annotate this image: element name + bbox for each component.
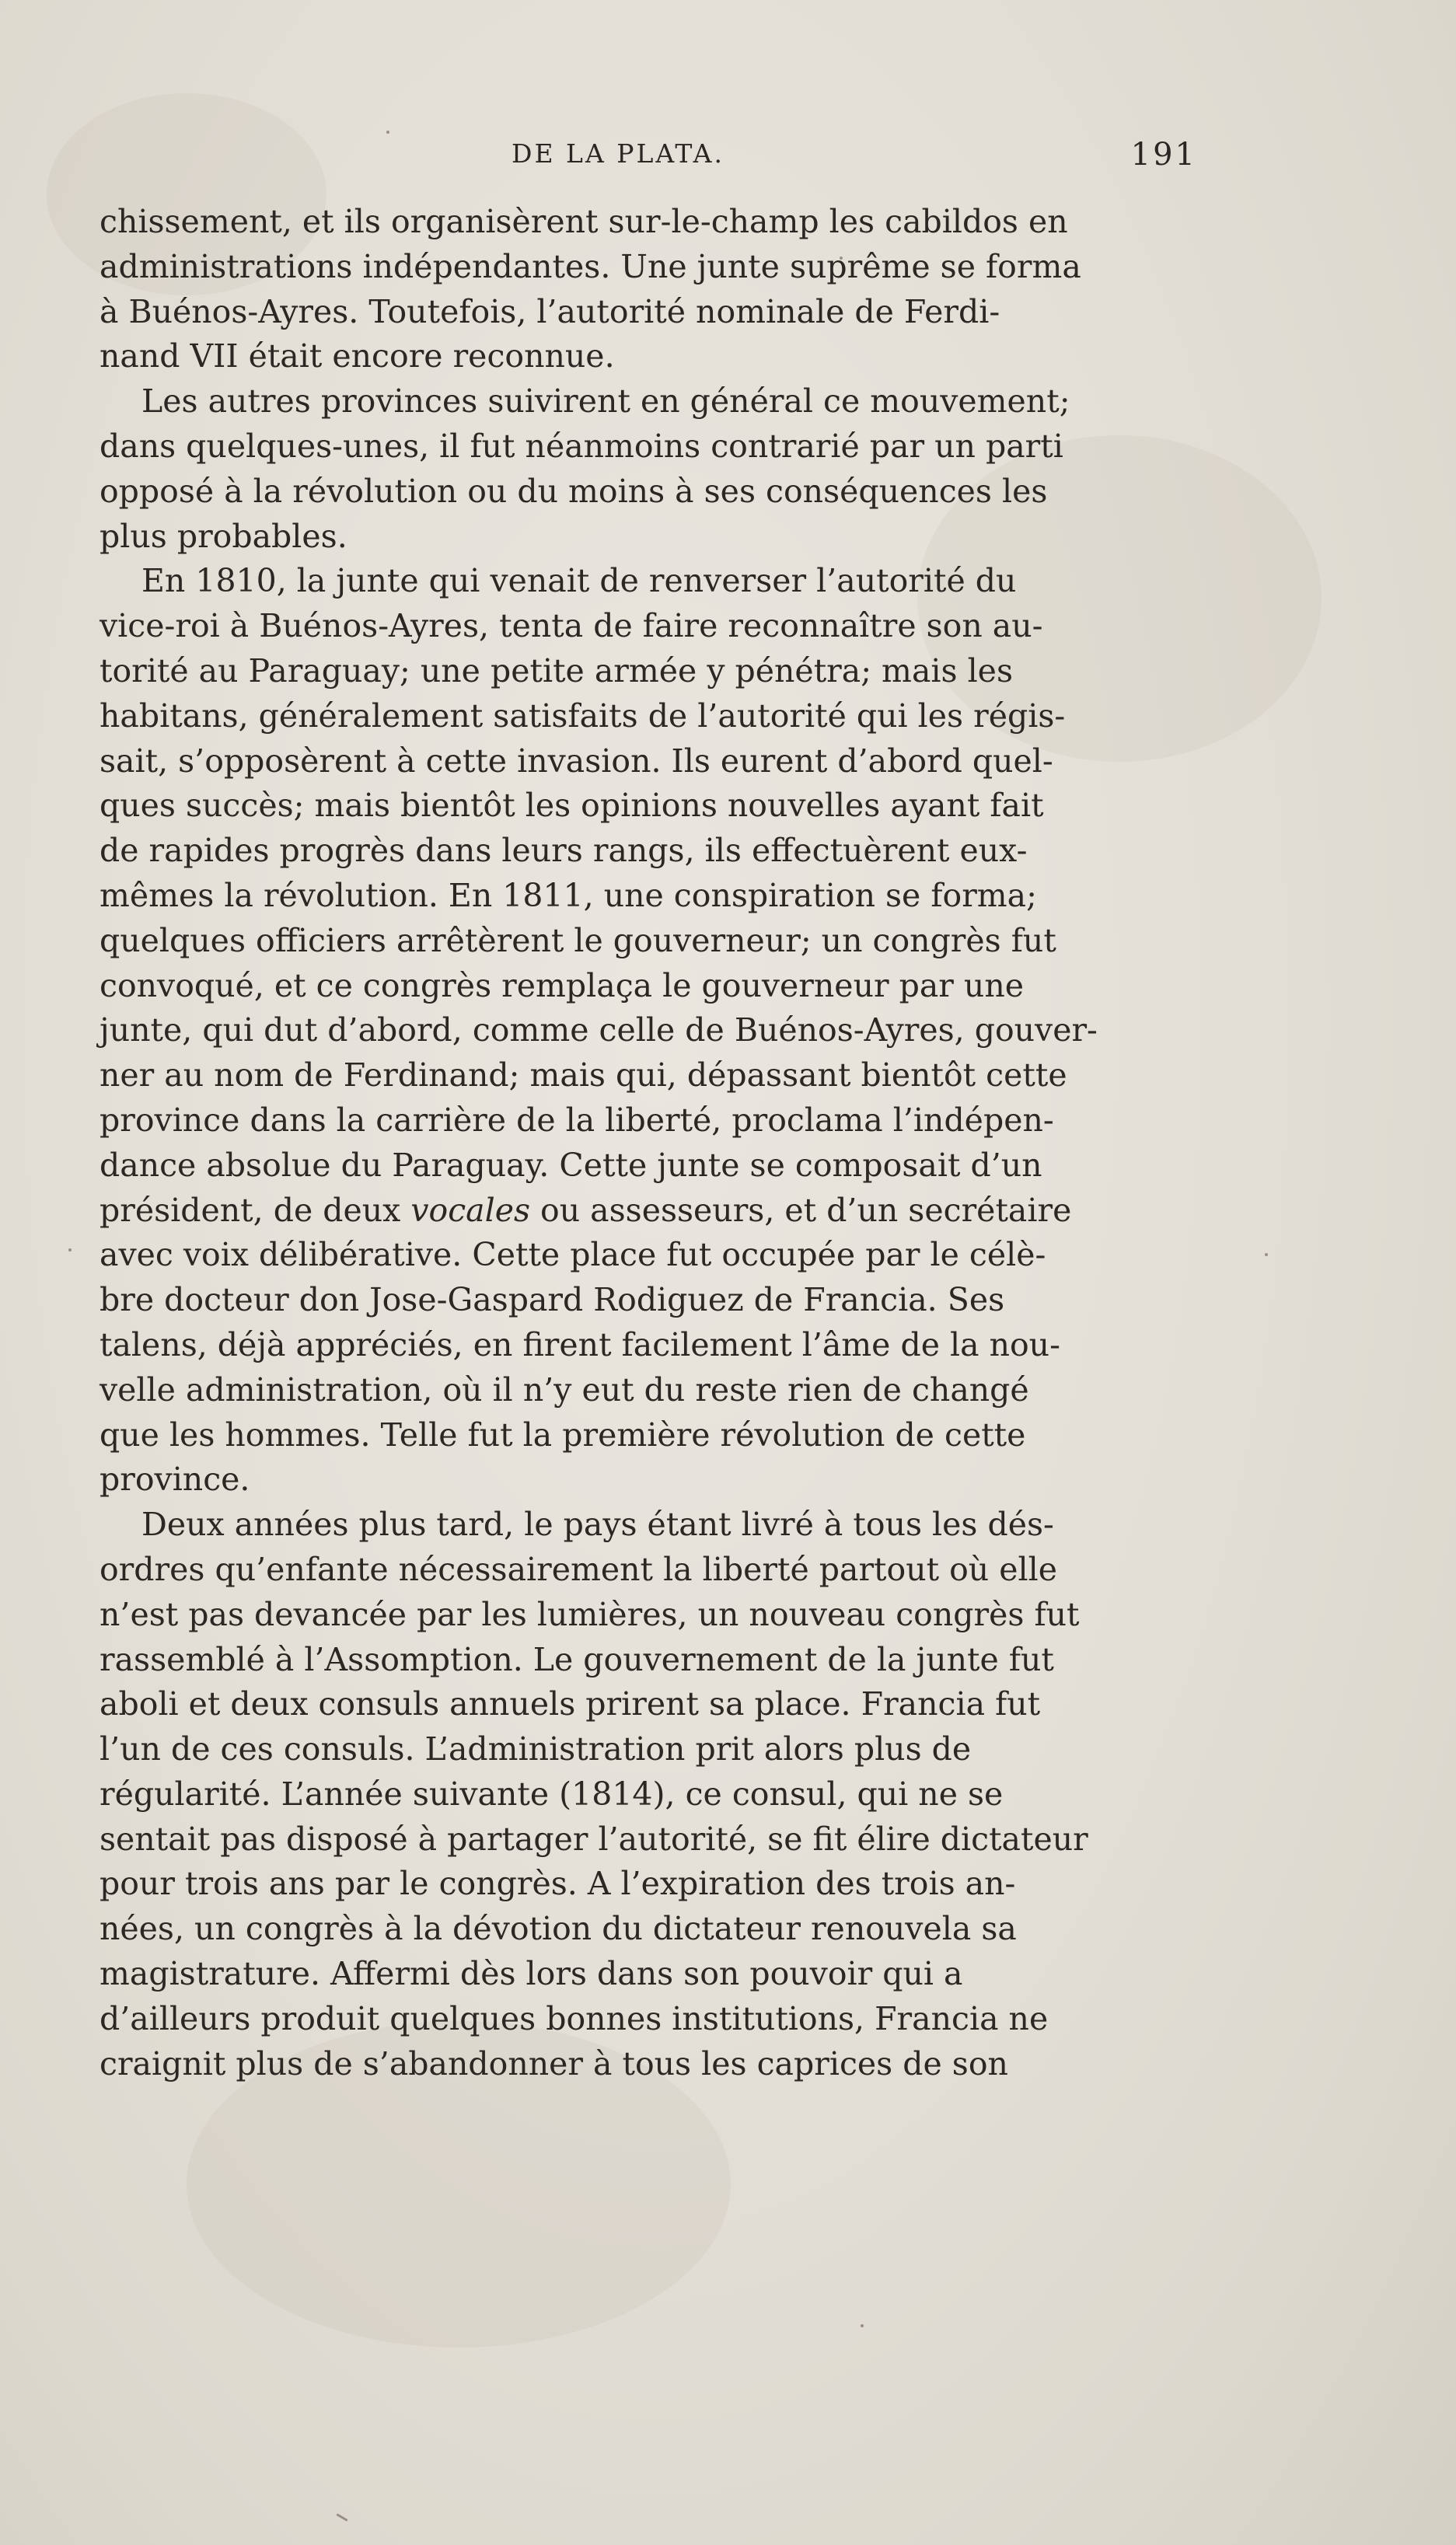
paper-speck <box>386 131 389 134</box>
paper-speck <box>1265 1253 1268 1256</box>
paragraph: Les autres provinces suivirent en général ce mouvement; dans quelques-unes, il fut néanmoins contrarié par un parti opposé à la révolution ou du moins à ses conséquences les plus probables. <box>100 382 1070 555</box>
page-number: 191 <box>1130 137 1197 173</box>
running-head: DE LA PLATA. <box>512 138 725 169</box>
paper-speck <box>861 2324 864 2327</box>
body-text <box>100 200 1192 2086</box>
paragraph: Deux années plus tard, le pays étant livré à tous les dés- ordres qu’enfante nécessairement la liberté partout où elle n’est pas devancée par les lumières, un nouveau congrès fut rassemblé à l’Assomption. Le gouvernement de la junte fut aboli et deux consuls annuels prirent sa place. Francia fut l’un de ces consuls. L’administration prit alors plus de régularité. L’année suivante (1814), ce consul, qui ne se sentait pas disposé à partager l’autorité, se fit élire dictateur pour trois ans par le congrès. A l’expiration des trois an- nées, un congrès à la dévotion du dictateur renouvela sa magistrature. Affermi dès lors dans son pouvoir qui a d’ailleurs produit quelques bonnes institutions, Francia ne craignit plus de s’abandonner à tous les caprices de son <box>100 1506 1088 2082</box>
page-header <box>93 138 1197 185</box>
paper-speck <box>336 2513 347 2522</box>
paper-speck <box>68 1248 72 1252</box>
paragraph: En 1810, la junte qui venait de renverser l’autorité du vice-roi à Buénos-Ayres, tenta de faire reconnaître son au- torité au Paraguay; une petite armée y pénétra; mais les habitans, généralement satisfaits de l’autorité qui les régis- sait, s’opposèrent à cette invasion. Ils eurent d’abord quel- ques succès; mais bientôt les opinions nouvelles ayant fait de rapides progrès dans leurs rangs, ils effectuèrent eux- mêmes la révolution. En 1811, une conspiration se forma; quelques officiers arrêtèrent le gouverneur; un congrès fut convoqué, et ce congrès remplaça le gouverneur par une junte, qui dut d’abord, comme celle de Buénos-Ayres, gouver- ner au nom de Ferdinand; mais qui, dépassant bientôt cette province dans la carrière de la liberté, proclama l’indépen- dance absolue du Paraguay. Cette junte se composait d’un président, de deux vocales ou assesseurs, et d’un secrétaire avec voix délibérative. Cette place fut occupée par le célè- bre docteur don Jose-Gaspard Rodiguez de Francia. Ses talens, déjà appréciés, en firent facilement l’âme de la nou- velle administration, où il n’y eut du reste rien de changé que les hommes. Telle fut la première révolution de cette province. <box>100 562 1098 1499</box>
paragraph: chissement, et ils organisèrent sur-le-champ les cabildos en administrations indépendantes. Une junte suprême se forma à Buénos-Ayres. Toutefois, l’autorité nominale de Ferdi- nand VII était encore reconnue. <box>100 203 1081 375</box>
italic-term: vocales <box>410 1191 531 1229</box>
